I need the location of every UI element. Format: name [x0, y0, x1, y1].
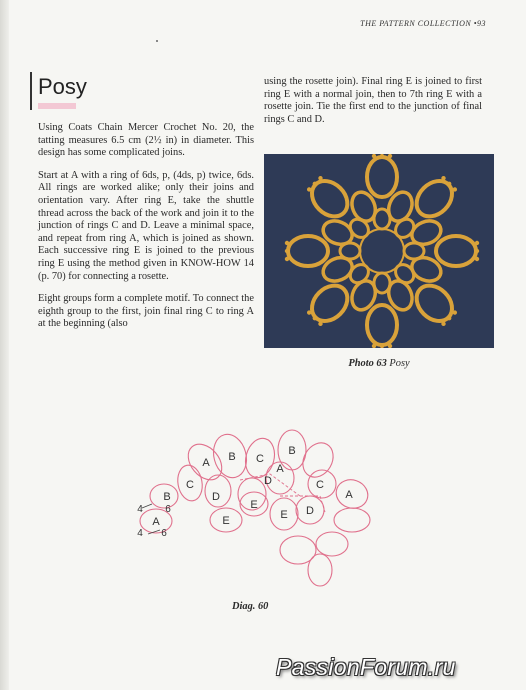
paragraph-instructions: Start at A with a ring of 6ds, p, (4ds, p) twice, 6ds. All rings are worked alike; only their joins and orientation vary. After ring E, take the shuttle thread across the back of the work and join it to the junction of rings C and D. Leave a minimal space, and repeat from ring A, which is joined as shown. Each successive ring E is joined to the previous ring E using the method given in KNOW-HOW 14 (p. 70) for connecting a rosette.	[38, 169, 254, 282]
motif-picot	[475, 241, 479, 245]
motif-outer-ring	[367, 305, 397, 345]
motif-outer-ring	[436, 236, 476, 266]
left-column	[38, 122, 254, 341]
diag-label-a: A	[202, 457, 210, 469]
diag-label-d: D	[212, 491, 220, 503]
tatted-motif-image	[264, 154, 494, 348]
diag-label-e: E	[280, 509, 288, 521]
motif-outer-ring	[305, 279, 354, 328]
motif-inner-ring	[374, 273, 390, 293]
photo-posy	[264, 154, 494, 348]
diag-label-e: E	[250, 499, 258, 511]
stray-mark	[156, 40, 158, 42]
diag-label-c: C	[256, 453, 264, 465]
motif-picot	[388, 154, 392, 158]
page-edge	[0, 0, 9, 690]
diag-label-b: B	[163, 491, 171, 503]
running-head	[360, 19, 486, 28]
diag-label-a: A	[276, 463, 284, 475]
motif-picot	[285, 249, 289, 253]
motif-picot	[285, 241, 289, 245]
diag-label-d: D	[306, 505, 314, 517]
motif-outer-ring	[410, 174, 459, 223]
motif-outer-ring	[305, 174, 354, 223]
tatting-diagram	[120, 426, 390, 596]
motif-picot	[388, 344, 392, 348]
paragraph-materials: Using Coats Chain Mercer Crochet No. 20, the tatting measures 6.5 cm (2½ in) in diameter. This design has some complicated joins.	[38, 122, 254, 159]
diag-label-a: A	[345, 489, 353, 501]
motif-outer-ring	[410, 279, 459, 328]
motif-outer-ring	[367, 157, 397, 197]
diag-pointer	[142, 504, 152, 508]
motif-picot	[372, 154, 376, 158]
running-title: THE PATTERN COLLECTION	[360, 19, 472, 28]
diag-count: 4	[137, 528, 143, 539]
photo-caption-title: Posy	[389, 358, 410, 369]
diag-label-a: A	[152, 516, 160, 528]
photo-caption	[264, 358, 494, 369]
diag-ring	[334, 508, 370, 532]
diag-label-e: E	[222, 515, 230, 527]
page-title: Posy	[38, 74, 87, 99]
diag-label-c: C	[316, 479, 324, 491]
bullet: •	[473, 19, 477, 28]
photo-caption-label: Photo 63	[348, 358, 387, 369]
motif-picot	[380, 154, 384, 158]
diag-ring	[308, 554, 332, 586]
diag-count: 4	[137, 504, 143, 515]
motif-inner-ring	[340, 243, 360, 259]
diagram-caption: Diag. 60	[232, 601, 269, 612]
motif-picot	[380, 344, 384, 348]
motif-outer-ring	[288, 236, 328, 266]
right-column	[264, 76, 482, 126]
diag-label-b: B	[228, 451, 236, 463]
diagram-60	[120, 426, 390, 601]
diag-count: 6	[161, 528, 167, 539]
title-highlight	[38, 103, 76, 109]
watermark: PassionForum.ru	[276, 654, 456, 680]
diag-label-b: B	[288, 445, 296, 457]
paragraph-assembly: Eight groups form a complete motif. To connect the eighth group to the first, join final ring C to ring A at the beginning (also	[38, 293, 254, 330]
title-rule	[30, 72, 32, 110]
diag-label-c: C	[186, 479, 194, 491]
diag-ring	[316, 532, 348, 556]
diag-count: 6	[165, 504, 171, 515]
motif-center-ring	[360, 229, 404, 273]
motif-picot	[475, 257, 479, 261]
paragraph-continuation: using the rosette join). Final ring E is joined to first ring E with a normal join, then to 7th ring E with a rosette join. Tie the first end to the junction of final rings C and D.	[264, 76, 482, 125]
motif-picot	[475, 249, 479, 253]
diag-label-d: D	[264, 475, 272, 487]
motif-picot	[372, 344, 376, 348]
motif-inner-ring	[404, 243, 424, 259]
page-number: 93	[477, 19, 486, 28]
motif-picot	[285, 257, 289, 261]
